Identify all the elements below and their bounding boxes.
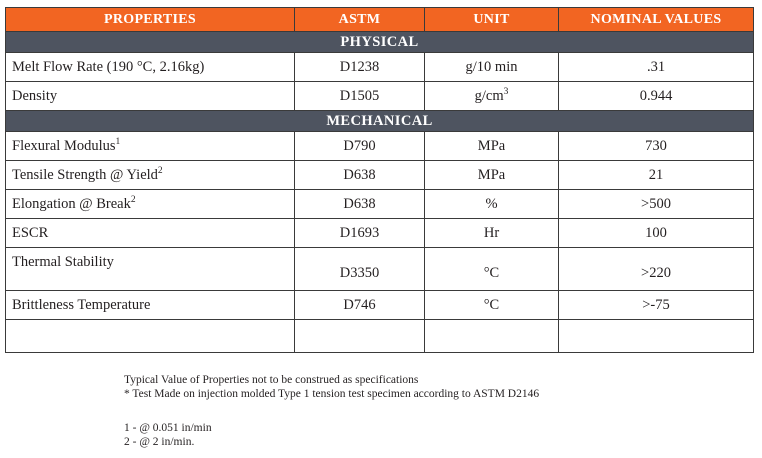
property-cell xyxy=(6,132,295,161)
header-row xyxy=(6,8,754,32)
properties-table xyxy=(5,7,754,353)
value-cell: >500 xyxy=(559,190,754,219)
astm-cell: D746 xyxy=(295,291,425,320)
header-unit: UNIT xyxy=(425,8,559,32)
section-title-mechanical: MECHANICAL xyxy=(6,111,754,132)
footnote-2: 2 - @ 2 in/min. xyxy=(124,436,195,448)
table-row xyxy=(6,161,754,190)
value-cell: >220 xyxy=(559,248,754,291)
property-cell xyxy=(6,291,295,320)
note-typical-values: Typical Value of Properties not to be construed as specifications xyxy=(124,374,419,386)
property-cell xyxy=(6,248,295,291)
footnote-marker: 2 xyxy=(130,194,136,205)
property-cell xyxy=(6,161,295,190)
property-name: Density xyxy=(12,87,58,104)
header-nominal-values: NOMINAL VALUES xyxy=(559,8,754,32)
property-name: Flexural Modulus xyxy=(12,137,116,154)
property-cell xyxy=(6,219,295,248)
property-cell xyxy=(6,190,295,219)
table-row xyxy=(6,132,754,161)
unit-cell: °C xyxy=(425,248,559,291)
unit-text: g/cm xyxy=(474,87,504,104)
unit-cell: MPa xyxy=(425,132,559,161)
astm-cell: D790 xyxy=(295,132,425,161)
header-astm: ASTM xyxy=(295,8,425,32)
table-row xyxy=(6,190,754,219)
section-row-physical xyxy=(6,32,754,53)
value-cell: 730 xyxy=(559,132,754,161)
empty-cell xyxy=(559,320,754,353)
empty-cell xyxy=(295,320,425,353)
property-name: ESCR xyxy=(12,224,49,241)
value-cell: >-75 xyxy=(559,291,754,320)
footnote-1: 1 - @ 0.051 in/min xyxy=(124,422,212,434)
footnote-marker: 1 xyxy=(115,136,121,147)
value-cell: 100 xyxy=(559,219,754,248)
value-cell: 21 xyxy=(559,161,754,190)
note-test-method: * Test Made on injection molded Type 1 tension test specimen according to ASTM D2146 xyxy=(124,388,540,400)
unit-cell: Hr xyxy=(425,219,559,248)
footnotes xyxy=(124,421,212,449)
value-cell: 0.944 xyxy=(559,82,754,111)
empty-cell xyxy=(425,320,559,353)
astm-cell: D3350 xyxy=(295,248,425,291)
empty-cell xyxy=(6,320,295,353)
astm-cell: D1693 xyxy=(295,219,425,248)
unit-cell: °C xyxy=(425,291,559,320)
unit-cell xyxy=(425,82,559,111)
property-name: Elongation @ Break xyxy=(12,195,131,212)
section-row-mechanical xyxy=(6,111,754,132)
table-row xyxy=(6,82,754,111)
property-cell xyxy=(6,53,295,82)
astm-cell: D638 xyxy=(295,190,425,219)
table-row xyxy=(6,291,754,320)
astm-cell: D1505 xyxy=(295,82,425,111)
header-properties: PROPERTIES xyxy=(6,8,295,32)
table-row xyxy=(6,53,754,82)
property-name: Brittleness Temperature xyxy=(12,296,151,313)
empty-row xyxy=(6,320,754,353)
unit-superscript: 3 xyxy=(503,86,509,97)
unit-cell: MPa xyxy=(425,161,559,190)
astm-cell: D638 xyxy=(295,161,425,190)
value-cell: .31 xyxy=(559,53,754,82)
astm-cell: D1238 xyxy=(295,53,425,82)
property-name: Tensile Strength @ Yield xyxy=(12,166,158,183)
property-name: Thermal Stability xyxy=(12,254,114,270)
unit-cell: % xyxy=(425,190,559,219)
property-cell xyxy=(6,82,295,111)
footnote-marker: 2 xyxy=(157,165,163,176)
table-row xyxy=(6,248,754,291)
unit-cell: g/10 min xyxy=(425,53,559,82)
section-title-physical: PHYSICAL xyxy=(6,32,754,53)
property-name: Melt Flow Rate (190 °C, 2.16kg) xyxy=(12,58,205,75)
disclaimer-notes xyxy=(124,373,539,401)
table-row xyxy=(6,219,754,248)
